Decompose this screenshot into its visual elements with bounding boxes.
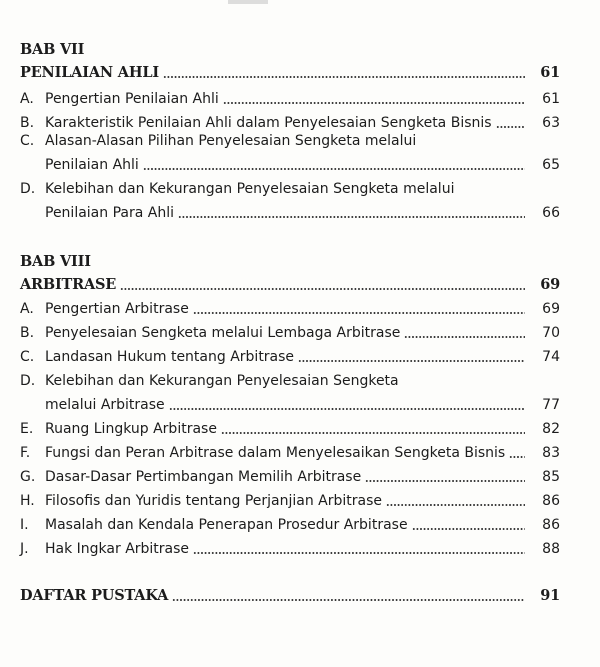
toc-entry-line1 (20, 132, 416, 150)
page-number: 61 (542, 91, 560, 107)
dot-leader (404, 336, 525, 338)
entry-title: Dasar-Dasar Pertimbangan Memilih Arbitrase (45, 469, 362, 485)
page-number: 69 (542, 301, 560, 317)
toc-entry-line1 (20, 180, 454, 198)
chapter-7-heading: BAB VII (20, 41, 85, 58)
dot-leader (163, 76, 525, 78)
entry-letter: A. (20, 91, 34, 107)
dot-leader (365, 480, 525, 482)
entry-title: Ruang Lingkup Arbitrase (45, 421, 217, 437)
toc-entry (20, 318, 560, 342)
entry-title: Hak Ingkar Arbitrase (45, 541, 190, 557)
dot-leader (120, 288, 525, 290)
page-number: 66 (542, 205, 560, 221)
entry-title: Masalah dan Kendala Penerapan Prosedur Arbitrase (45, 517, 408, 533)
toc-entry (20, 108, 560, 132)
page-number: 77 (542, 397, 560, 413)
dot-leader (496, 126, 525, 128)
entry-title: Alasan-Alasan Pilihan Penyelesaian Sengketa melalui (45, 133, 417, 149)
page-number: 74 (542, 349, 560, 365)
entry-title: Pengertian Arbitrase (45, 301, 189, 317)
dot-leader (143, 168, 525, 170)
entry-letter: I. (20, 517, 29, 533)
scan-artifact (228, 0, 268, 4)
entry-title: Kelebihan dan Kekurangan Penyelesaian Sengketa melalui (45, 181, 455, 197)
entry-title-cont: Penilaian Ahli (45, 157, 139, 173)
page-number: 86 (542, 493, 560, 509)
entry-letter: E. (20, 421, 34, 437)
page-number: 61 (540, 64, 560, 81)
page-number: 85 (542, 469, 560, 485)
toc-entry-line2 (20, 198, 560, 222)
page-number: 83 (542, 445, 560, 461)
entry-letter: B. (20, 115, 35, 131)
dot-leader (169, 408, 525, 410)
toc-entry-line2 (20, 390, 560, 414)
toc-entry (20, 486, 560, 510)
entry-letter: G. (20, 469, 36, 485)
dot-leader (509, 456, 525, 458)
page-number: 91 (540, 587, 560, 604)
chapter-title: ARBITRASE (20, 276, 117, 293)
chapter-7-title-row (20, 58, 560, 82)
entry-letter: J. (20, 541, 29, 557)
entry-title: Penyelesaian Sengketa melalui Lembaga Arbitrase (45, 325, 401, 341)
entry-letter: D. (20, 373, 36, 389)
entry-title-cont: melalui Arbitrase (45, 397, 165, 413)
entry-letter: F. (20, 445, 31, 461)
toc-entry (20, 534, 560, 558)
page-number: 86 (542, 517, 560, 533)
page-number: 70 (542, 325, 560, 341)
bibliography-row (20, 581, 560, 605)
toc-entry (20, 84, 560, 108)
entry-title-cont: Penilaian Para Ahli (45, 205, 174, 221)
page-number: 69 (540, 276, 560, 293)
toc-entry-line1 (20, 372, 399, 390)
toc-entry-line2 (20, 150, 560, 174)
dot-leader (221, 432, 525, 434)
entry-letter: C. (20, 349, 35, 365)
dot-leader (386, 504, 525, 506)
entry-title: Pengertian Penilaian Ahli (45, 91, 219, 107)
toc-entry (20, 510, 560, 534)
entry-title: Landasan Hukum tentang Arbitrase (45, 349, 295, 365)
page-number: 88 (542, 541, 560, 557)
chapter-title: PENILAIAN AHLI (20, 64, 159, 81)
page-number: 63 (542, 115, 560, 131)
page-number: 65 (542, 157, 560, 173)
entry-letter: B. (20, 325, 35, 341)
dot-leader (193, 552, 525, 554)
entry-letter: D. (20, 181, 36, 197)
dot-leader (223, 102, 525, 104)
chapter-8-heading: BAB VIII (20, 253, 91, 270)
dot-leader (178, 216, 525, 218)
entry-title: Filosofis dan Yuridis tentang Perjanjian Arbitrase (45, 493, 383, 509)
page-number: 82 (542, 421, 560, 437)
toc-entry (20, 438, 560, 462)
toc-entry (20, 414, 560, 438)
entry-letter: H. (20, 493, 35, 509)
toc-entry (20, 294, 560, 318)
chapter-8-title-row (20, 270, 560, 294)
entry-letter: A. (20, 301, 34, 317)
entry-title: Kelebihan dan Kekurangan Penyelesaian Sengketa (45, 373, 399, 389)
toc-entry (20, 462, 560, 486)
bibliography-title: DAFTAR PUSTAKA (20, 587, 169, 604)
entry-letter: C. (20, 133, 35, 149)
entry-title: Fungsi dan Peran Arbitrase dalam Menyelesaikan Sengketa Bisnis (45, 445, 506, 461)
dot-leader (193, 312, 525, 314)
dot-leader (298, 360, 525, 362)
entry-title: Karakteristik Penilaian Ahli dalam Penyelesaian Sengketa Bisnis (45, 115, 492, 131)
toc-entry (20, 342, 560, 366)
dot-leader (172, 599, 525, 601)
dot-leader (412, 528, 525, 530)
